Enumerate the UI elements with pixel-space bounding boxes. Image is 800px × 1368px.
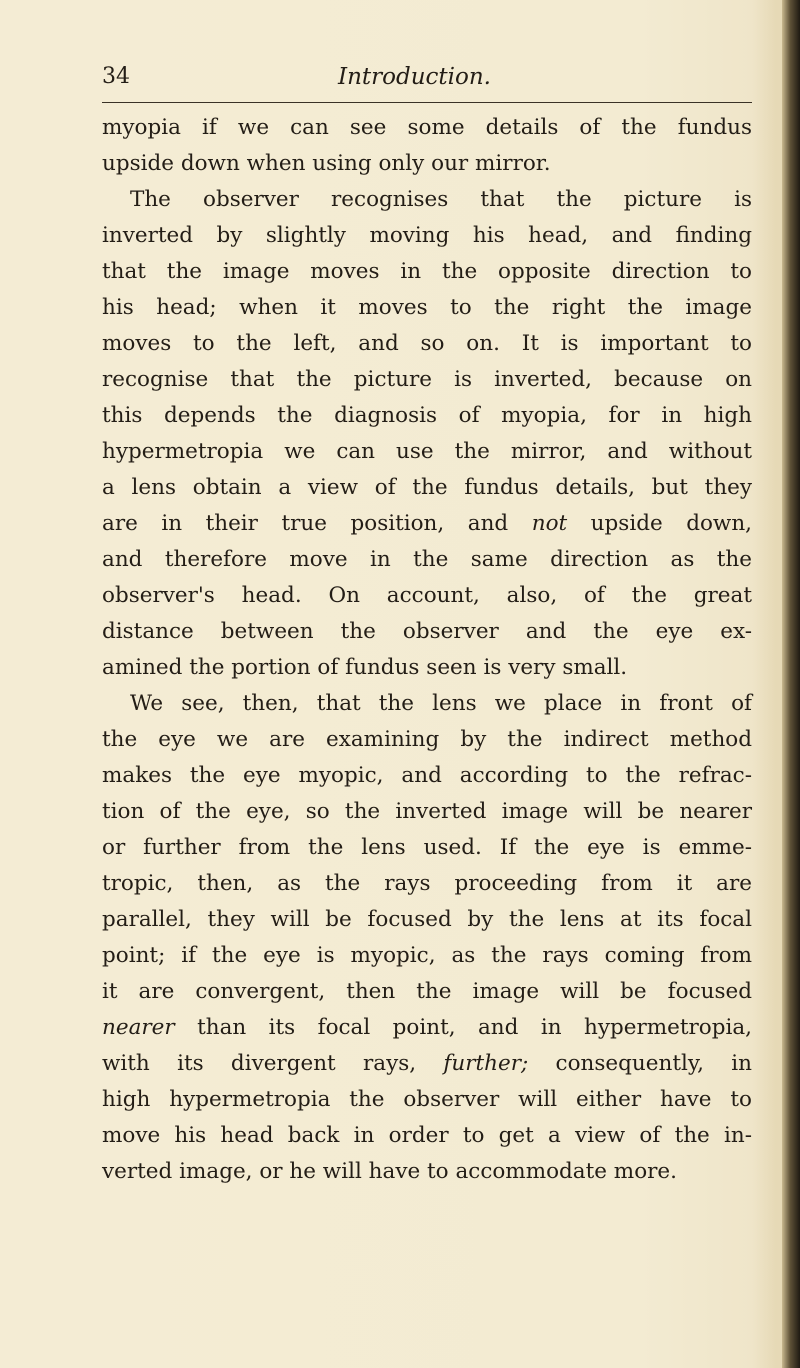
emphasis: not	[531, 511, 568, 536]
text-run: consequently, in	[528, 1051, 752, 1076]
text-line: the eye we are examining by the indirect method	[102, 727, 752, 752]
text-run: are in their true position, and	[102, 511, 532, 536]
text-line: makes the eye myopic, and according to the refrac-	[102, 763, 752, 788]
text-line: a lens obtain a view of the fundus details, but they	[102, 475, 752, 500]
text-line: upside down when using only our mirror.	[102, 151, 551, 176]
text-line: recognise that the picture is inverted, because on	[102, 367, 752, 392]
body-text	[102, 110, 752, 1190]
page-edge	[782, 0, 800, 1368]
text-line: distance between the observer and the eye ex-	[102, 619, 752, 644]
text-line: point; if the eye is myopic, as the rays coming from	[102, 943, 752, 968]
text-line: The observer recognises that the picture is	[130, 187, 752, 212]
text-line	[102, 1010, 752, 1046]
text-run: with its divergent rays,	[102, 1051, 444, 1076]
page-number: 34	[102, 64, 130, 89]
text-line: tion of the eye, so the inverted image will be nearer	[102, 799, 752, 824]
running-title: Introduction.	[338, 64, 491, 90]
text-line: this depends the diagnosis of myopia, for in high	[102, 403, 752, 428]
emphasis: further;	[443, 1051, 529, 1076]
text-line: hypermetropia we can use the mirror, and without	[102, 439, 752, 464]
page-header	[102, 64, 752, 104]
text-line: that the image moves in the opposite direction to	[102, 259, 752, 284]
text-line: verted image, or he will have to accommodate more.	[102, 1159, 677, 1184]
text-line: inverted by slightly moving his head, and finding	[102, 223, 752, 248]
text-line: move his head back in order to get a view of the in-	[102, 1123, 752, 1148]
text-line: and therefore move in the same direction as the	[102, 547, 752, 572]
text-run: than its focal point, and in hypermetropia,	[174, 1015, 752, 1040]
text-line	[102, 1046, 752, 1082]
emphasis: nearer	[102, 1015, 175, 1040]
text-line: observer's head. On account, also, of the great	[102, 583, 752, 608]
text-line: it are convergent, then the image will be focused	[102, 979, 752, 1004]
text-line	[102, 506, 752, 542]
text-run: upside down,	[567, 511, 752, 536]
text-line: or further from the lens used. If the eye is emme-	[102, 835, 752, 860]
text-line: parallel, they will be focused by the lens at its focal	[102, 907, 752, 932]
text-line: his head; when it moves to the right the image	[102, 295, 752, 320]
text-line: tropic, then, as the rays proceeding from it are	[102, 871, 752, 896]
text-line: amined the portion of fundus seen is very small.	[102, 655, 628, 680]
text-line: moves to the left, and so on. It is important to	[102, 331, 752, 356]
text-line: myopia if we can see some details of the fundus	[102, 115, 752, 140]
text-line: We see, then, that the lens we place in front of	[130, 691, 752, 716]
text-line: high hypermetropia the observer will either have to	[102, 1087, 752, 1112]
header-rule	[102, 102, 752, 103]
